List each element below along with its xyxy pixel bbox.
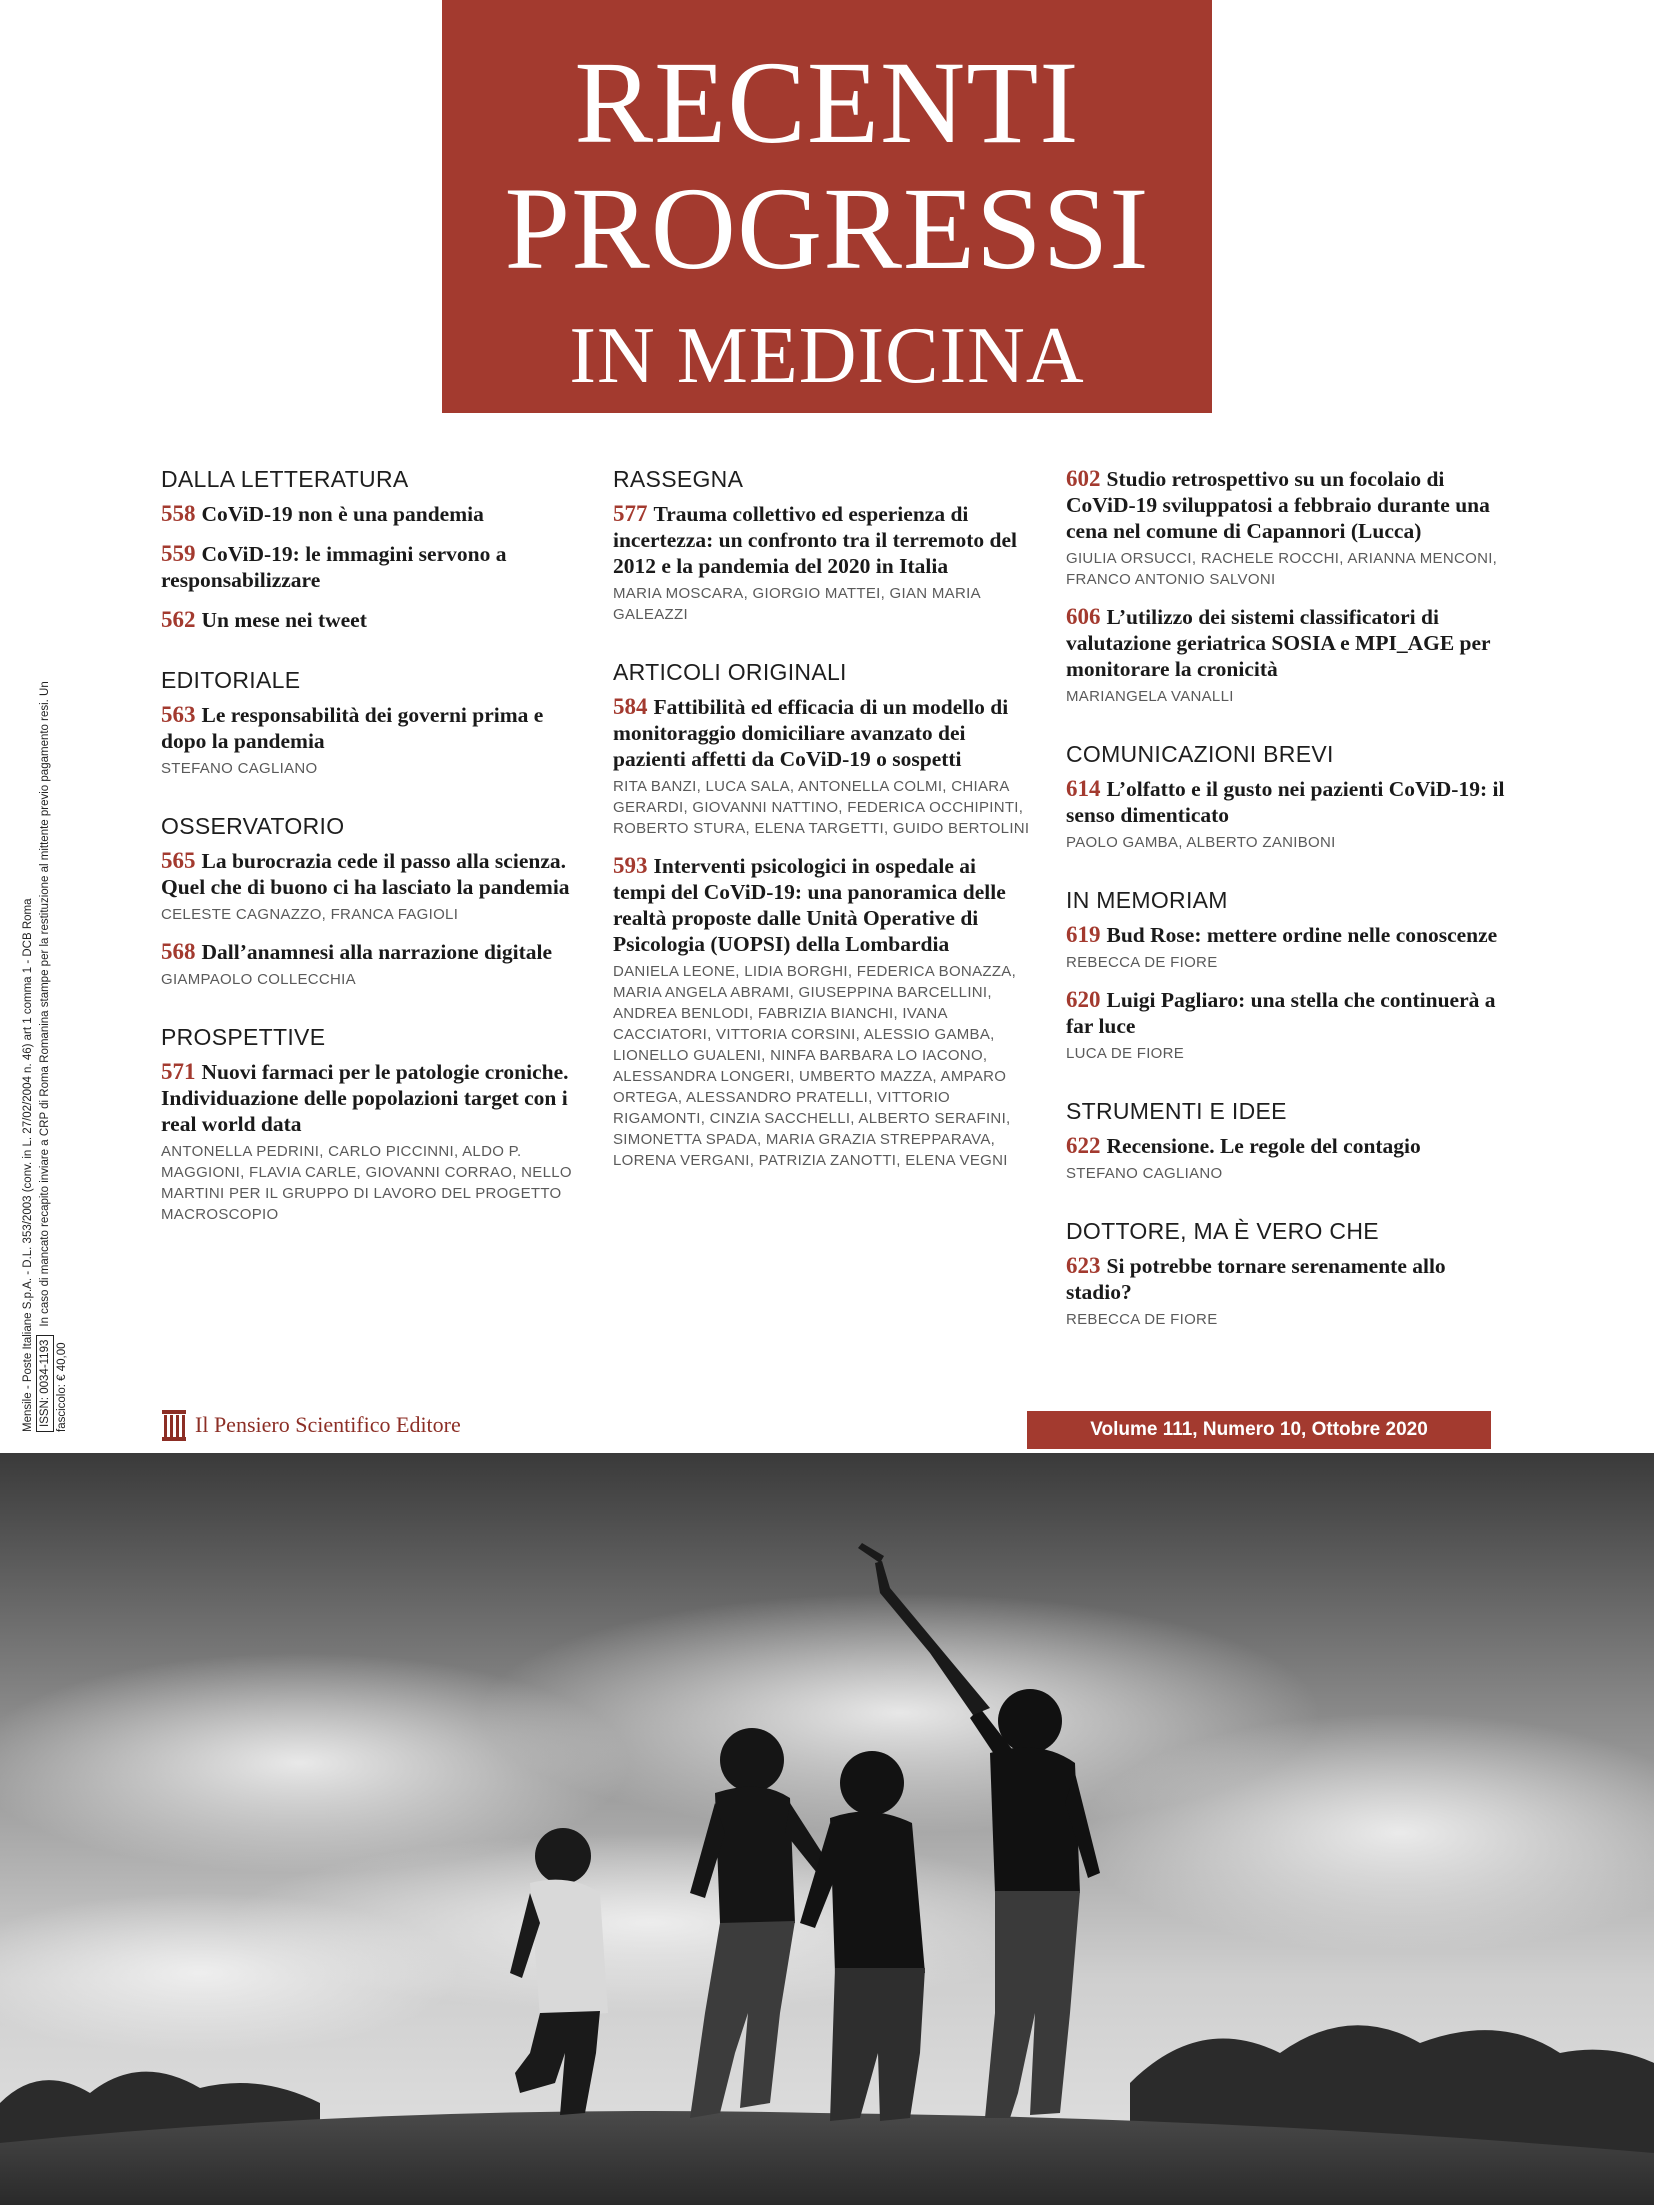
toc-entry[interactable] (161, 541, 581, 593)
toc-entry[interactable] (1066, 604, 1506, 707)
article-authors: GIAMPAOLO COLLECCHIA (161, 971, 356, 988)
column-logo-icon (161, 1408, 187, 1442)
toc-column-3 (1066, 466, 1506, 1344)
toc-column-1 (161, 466, 581, 1239)
toc-entry[interactable] (1066, 1253, 1506, 1330)
article-authors: CELESTE CAGNAZZO, FRANCA FAGIOLI (161, 906, 459, 923)
article-authors: STEFANO CAGLIANO (1066, 1165, 1223, 1182)
page-number: 568 (161, 939, 196, 964)
article-title: La burocrazia cede il passo alla scienza. Quel che di buono ci ha lasciato la pandemia (161, 849, 570, 899)
article-authors: GIULIA ORSUCCI, RACHELE ROCCHI, ARIANNA MENCONI, FRANCO ANTONIO SALVONI (1066, 550, 1498, 588)
page-number: 562 (161, 607, 196, 632)
toc-entry[interactable] (613, 853, 1033, 1171)
article-authors: RITA BANZI, LUCA SALA, ANTONELLA COLMI, CHIARA GERARDI, GIOVANNI NATTINO, FEDERICA OCCHIPINTI, ROBERTO STURA, ELENA TARGETTI, GUIDO BERTOLINI (613, 778, 1030, 837)
issn-badge: ISSN: 0034-1193 (36, 1335, 54, 1432)
article-title: Nuovi farmaci per le patologie croniche. Individuazione delle popolazioni target con i real world data (161, 1060, 569, 1136)
article-title: Le responsabilità dei governi prima e dopo la pandemia (161, 703, 544, 753)
article-title: Luigi Pagliaro: una stella che continuerà a far luce (1066, 988, 1496, 1038)
page-number: 623 (1066, 1253, 1101, 1278)
publisher-name: Il Pensiero Scientifico Editore (195, 1412, 461, 1437)
section-heading: DOTTORE, MA È VERO CHE (1066, 1218, 1379, 1244)
article-authors: MARIA MOSCARA, GIORGIO MATTEI, GIAN MARIA GALEAZZI (613, 585, 981, 623)
section-heading: EDITORIALE (161, 667, 301, 693)
article-title: CoViD-19: le immagini servono a responsabilizzare (161, 542, 507, 592)
toc-entry[interactable] (161, 702, 581, 779)
section-heading: STRUMENTI E IDEE (1066, 1098, 1287, 1124)
toc-entry[interactable] (613, 501, 1033, 625)
article-authors: REBECCA DE FIORE (1066, 954, 1218, 971)
toc-entry[interactable] (1066, 466, 1506, 590)
page-number: 559 (161, 541, 196, 566)
section-heading: OSSERVATORIO (161, 813, 345, 839)
section-heading: ARTICOLI ORIGINALI (613, 659, 847, 685)
page-number: 619 (1066, 922, 1101, 947)
article-authors: REBECCA DE FIORE (1066, 1311, 1218, 1328)
legal-notice (20, 632, 74, 1432)
toc-entry[interactable] (1066, 1133, 1506, 1184)
article-title: L’utilizzo dei sistemi classificatori di valutazione geriatrica SOSIA e MPI_AGE per monitorare la cronicità (1066, 605, 1491, 681)
page-number: 620 (1066, 987, 1101, 1012)
toc-entry[interactable] (613, 694, 1033, 839)
toc-entry[interactable] (161, 939, 581, 990)
article-authors: MARIANGELA VANALLI (1066, 688, 1234, 705)
toc-entry[interactable] (161, 1059, 581, 1225)
masthead (442, 0, 1212, 413)
article-title: Fattibilità ed efficacia di un modello di monitoraggio domiciliare avanzato dei pazienti affetti da CoViD-19 o sospetti (613, 695, 1009, 771)
cover-photo-children-silhouettes (0, 1453, 1654, 2205)
article-title: Trauma collettivo ed esperienza di incertezza: un confronto tra il terremoto del 2012 e la pandemia del 2020 in Italia (613, 502, 1017, 578)
section-heading: RASSEGNA (613, 466, 744, 492)
section-heading: DALLA LETTERATURA (161, 466, 409, 492)
section-heading: COMUNICAZIONI BREVI (1066, 741, 1334, 767)
toc-entry[interactable] (1066, 987, 1506, 1064)
article-title: Dall’anamnesi alla narrazione digitale (201, 940, 553, 964)
article-authors: LUCA DE FIORE (1066, 1045, 1185, 1062)
masthead-title-line1: RECENTI (574, 37, 1080, 168)
toc-entry[interactable] (1066, 776, 1506, 853)
article-authors: DANIELA LEONE, LIDIA BORGHI, FEDERICA BONAZZA, MARIA ANGELA ABRAMI, GIUSEPPINA BARCELLINI, ANDREA BENLODI, FABRIZIA BIANCHI, IVANA CACCIATORI, VITTORIA CORSINI, ALESSIO GAMBA, LIONELLO GUALENI, NINFA BARBARA LO IACONO, ALESSANDRA LONGERI, UMBERTO MAZZA, AMPARO ORTEGA, ALESSANDRO PRATELLI, VITTORIO RIGAMONTI, CINZIA SACCHELLI, ALBERTO SERAFINI, SIMONETTA SPADA, MARIA GRAZIA STREPPARAVA, LORENA VERGANI, PATRIZIA ZANOTTI, ELENA VEGNI (613, 963, 1017, 1169)
delivery-notice: In caso di mancato recapito inviare a CRP di Roma Romanina stampe per la restituzione al mittente previo pagamento resi. Un fascicolo: € 40,00 (39, 681, 68, 1432)
masthead-title-line3: IN MEDICINA (569, 312, 1085, 400)
toc-column-2 (613, 466, 1033, 1185)
article-title: Si potrebbe tornare serenamente allo stadio? (1066, 1254, 1446, 1304)
article-authors: STEFANO CAGLIANO (161, 760, 318, 777)
issn-line: Mensile - Poste Italiane S.p.A. - D.L. 353/2003 (conv. in L. 27/02/2004 n. 46) art 1 comma 1 - DCB Roma (22, 898, 34, 1432)
article-title: CoViD-19 non è una pandemia (201, 502, 484, 526)
page-number: 593 (613, 853, 648, 878)
page-number: 571 (161, 1059, 196, 1084)
page-number: 606 (1066, 604, 1101, 629)
section-heading: PROSPETTIVE (161, 1024, 326, 1050)
article-title: Interventi psicologici in ospedale ai tempi del CoViD-19: una panoramica delle realtà proposte dalle Unità Operative di Psicologia (UOPSI) della Lombardia (613, 854, 1006, 956)
masthead-title-line2: PROGRESSI (504, 163, 1150, 294)
article-title: Recensione. Le regole del contagio (1106, 1134, 1421, 1158)
page-number: 558 (161, 501, 196, 526)
page-number: 565 (161, 848, 196, 873)
toc-entry[interactable] (161, 848, 581, 925)
article-title: L’olfatto e il gusto nei pazienti CoViD-19: il senso dimenticato (1066, 777, 1505, 827)
page-number: 602 (1066, 466, 1101, 491)
toc-entry[interactable] (161, 607, 581, 633)
section-heading: IN MEMORIAM (1066, 887, 1228, 913)
article-title: Un mese nei tweet (201, 608, 367, 632)
toc-entry[interactable] (1066, 922, 1506, 973)
page-number: 563 (161, 702, 196, 727)
page-number: 584 (613, 694, 648, 719)
article-title: Studio retrospettivo su un focolaio di CoViD-19 sviluppatosi a febbraio durante una cena nel comune di Capannori (Lucca) (1066, 467, 1490, 543)
article-title: Bud Rose: mettere ordine nelle conoscenze (1106, 923, 1498, 947)
issue-volume-bar: Volume 111, Numero 10, Ottobre 2020 (1027, 1411, 1491, 1449)
publisher-credit (161, 1408, 461, 1442)
page-number: 622 (1066, 1133, 1101, 1158)
page-number: 577 (613, 501, 648, 526)
article-authors: ANTONELLA PEDRINI, CARLO PICCINNI, ALDO P. MAGGIONI, FLAVIA CARLE, GIOVANNI CORRAO, NELLO MARTINI PER IL GRUPPO DI LAVORO DEL PROGETTO MACROSCOPIO (161, 1143, 572, 1223)
toc-entry[interactable] (161, 501, 581, 527)
page-number: 614 (1066, 776, 1101, 801)
article-authors: PAOLO GAMBA, ALBERTO ZANIBONI (1066, 834, 1336, 851)
